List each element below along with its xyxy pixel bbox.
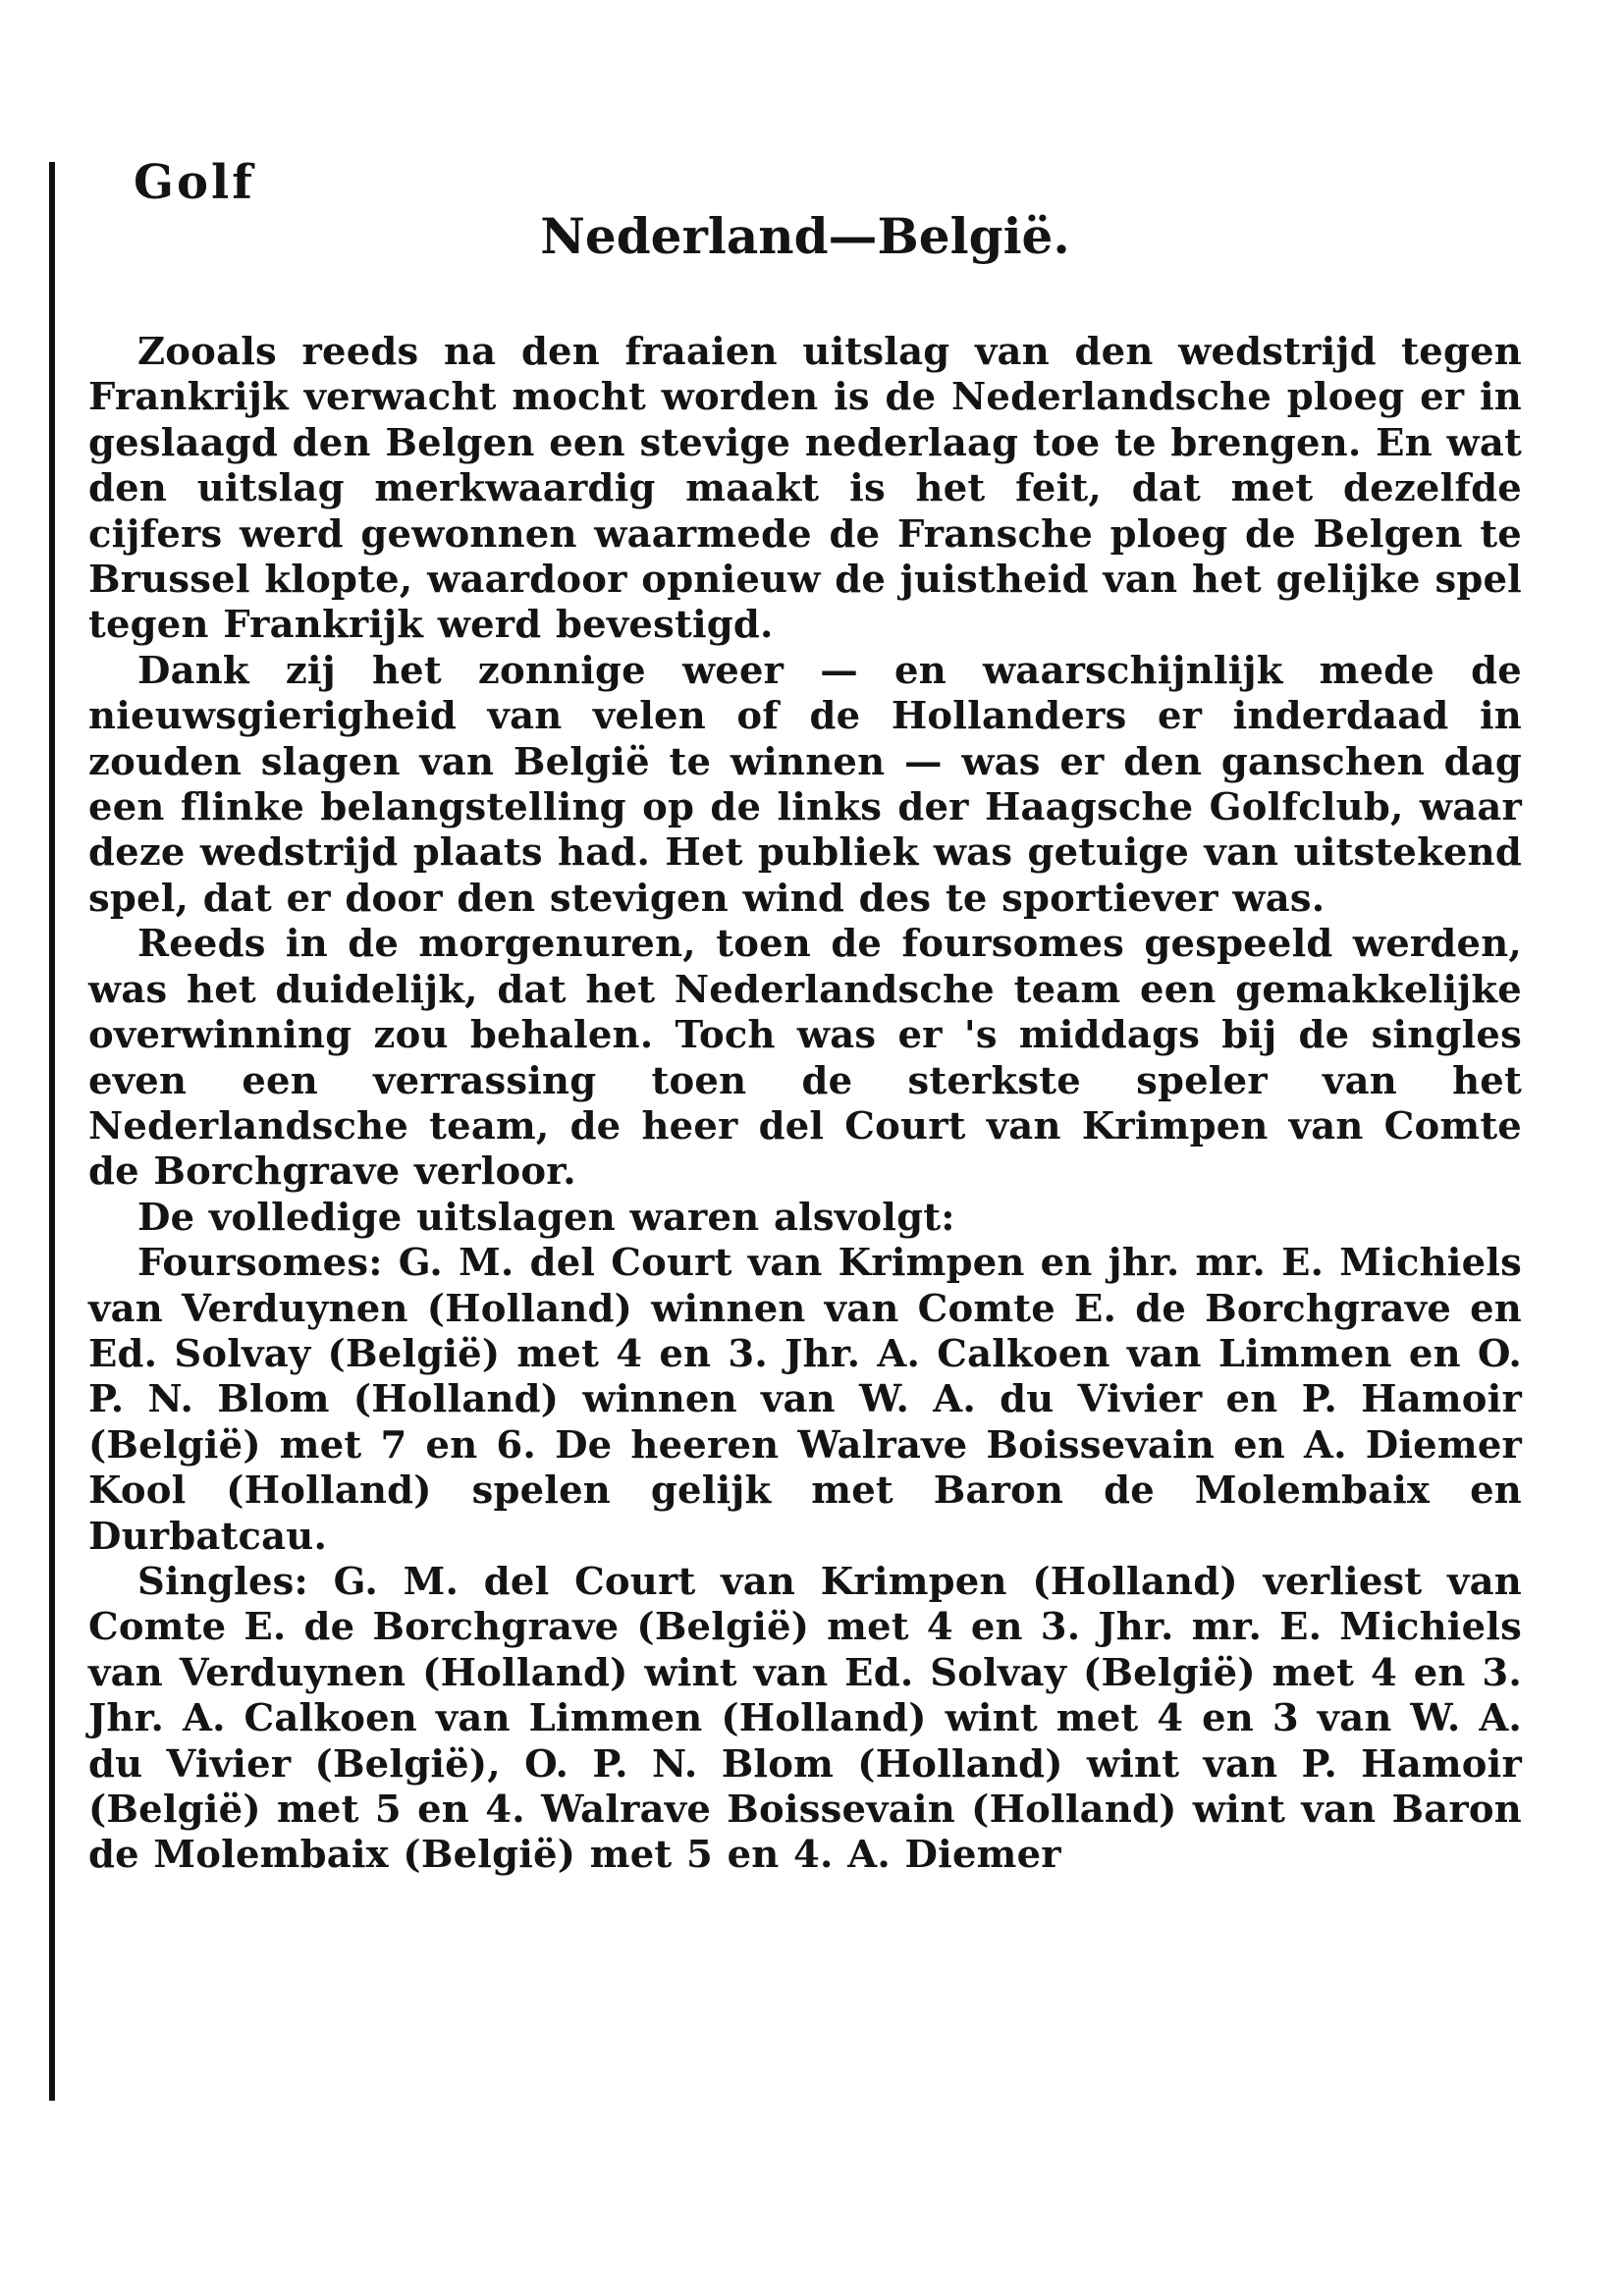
column-rule [49,162,55,2101]
paragraph-results-intro: De volledige uitslagen waren alsvolgt: [137,1195,955,1240]
paragraph-foursomes: Foursomes: G. M. del Court van Krimpen en jhr. mr. E. Michiels van Verduynen (Holland) winnen van Comte E. de Borchgrave en Ed. Solvay (België) met 4 en 3. Jhr. A. Calkoen van Limmen en O. P. N. Blom (Holland) winnen van W. A. du Vivier en P. Hamoir (België) met 7 en 6. De heeren Walrave Boissevain en A. Diemer Kool (Holland) spelen gelijk met Baron de Molembaix en Durbatcau. [88,1241,1522,1559]
article-body [88,330,1522,1879]
paragraph-singles: Singles: G. M. del Court van Krimpen (Holland) verliest van Comte E. de Borchgrave (België) met 4 en 3. Jhr. mr. E. Michiels van Verduynen (Holland) wint van Ed. Solvay (België) met 4 en 3. Jhr. A. Calkoen van Limmen (Holland) wint met 4 en 3 van W. A. du Vivier (België), O. P. N. Blom (Holland) wint van P. Hamoir (België) met 5 en 4. Walrave Boissevain (Holland) wint van Baron de Molembaix (België) met 5 en 4. A. Diemer [88,1559,1522,1878]
paragraph-weather: Dank zij het zonnige weer — en waarschijnlijk mede de nieuwsgierigheid van velen of de Hollanders er inderdaad in zouden slagen van België te winnen — was er den ganschen dag een flinke belangstelling op de links der Haagsche Golfclub, waar deze wedstrijd plaats had. Het publiek was getuige van uitstekend spel, dat er door den stevigen wind des te sportiever was. [88,648,1522,921]
paragraph-morning: Reeds in de morgenuren, toen de foursomes gespeeld werden, was het duidelijk, dat het Nederlandsche team een gemakkelijke overwinning zou behalen. Toch was er 's middags bij de singles even een verrassing toen de sterkste speler van het Nederlandsche team, de heer del Court van Krimpen van Comte de Borchgrave verloor. [88,922,1522,1195]
section-label: Golf [134,155,255,210]
paragraph-intro: Zooals reeds na den fraaien uitslag van den wedstrijd tegen Frankrijk verwacht mocht worden is de Nederlandsche ploeg er in geslaagd den Belgen een stevige nederlaag toe te brengen. En wat den uitslag merkwaardig maakt is het feit, dat met dezelfde cijfers werd gewonnen waarmede de Fransche ploeg de Belgen te Brussel klopte, waardoor opnieuw de juistheid van het gelijke spel tegen Frankrijk werd bevestigd. [88,330,1522,648]
article-headline: Nederland—België. [540,207,1070,265]
article [88,157,1522,1879]
